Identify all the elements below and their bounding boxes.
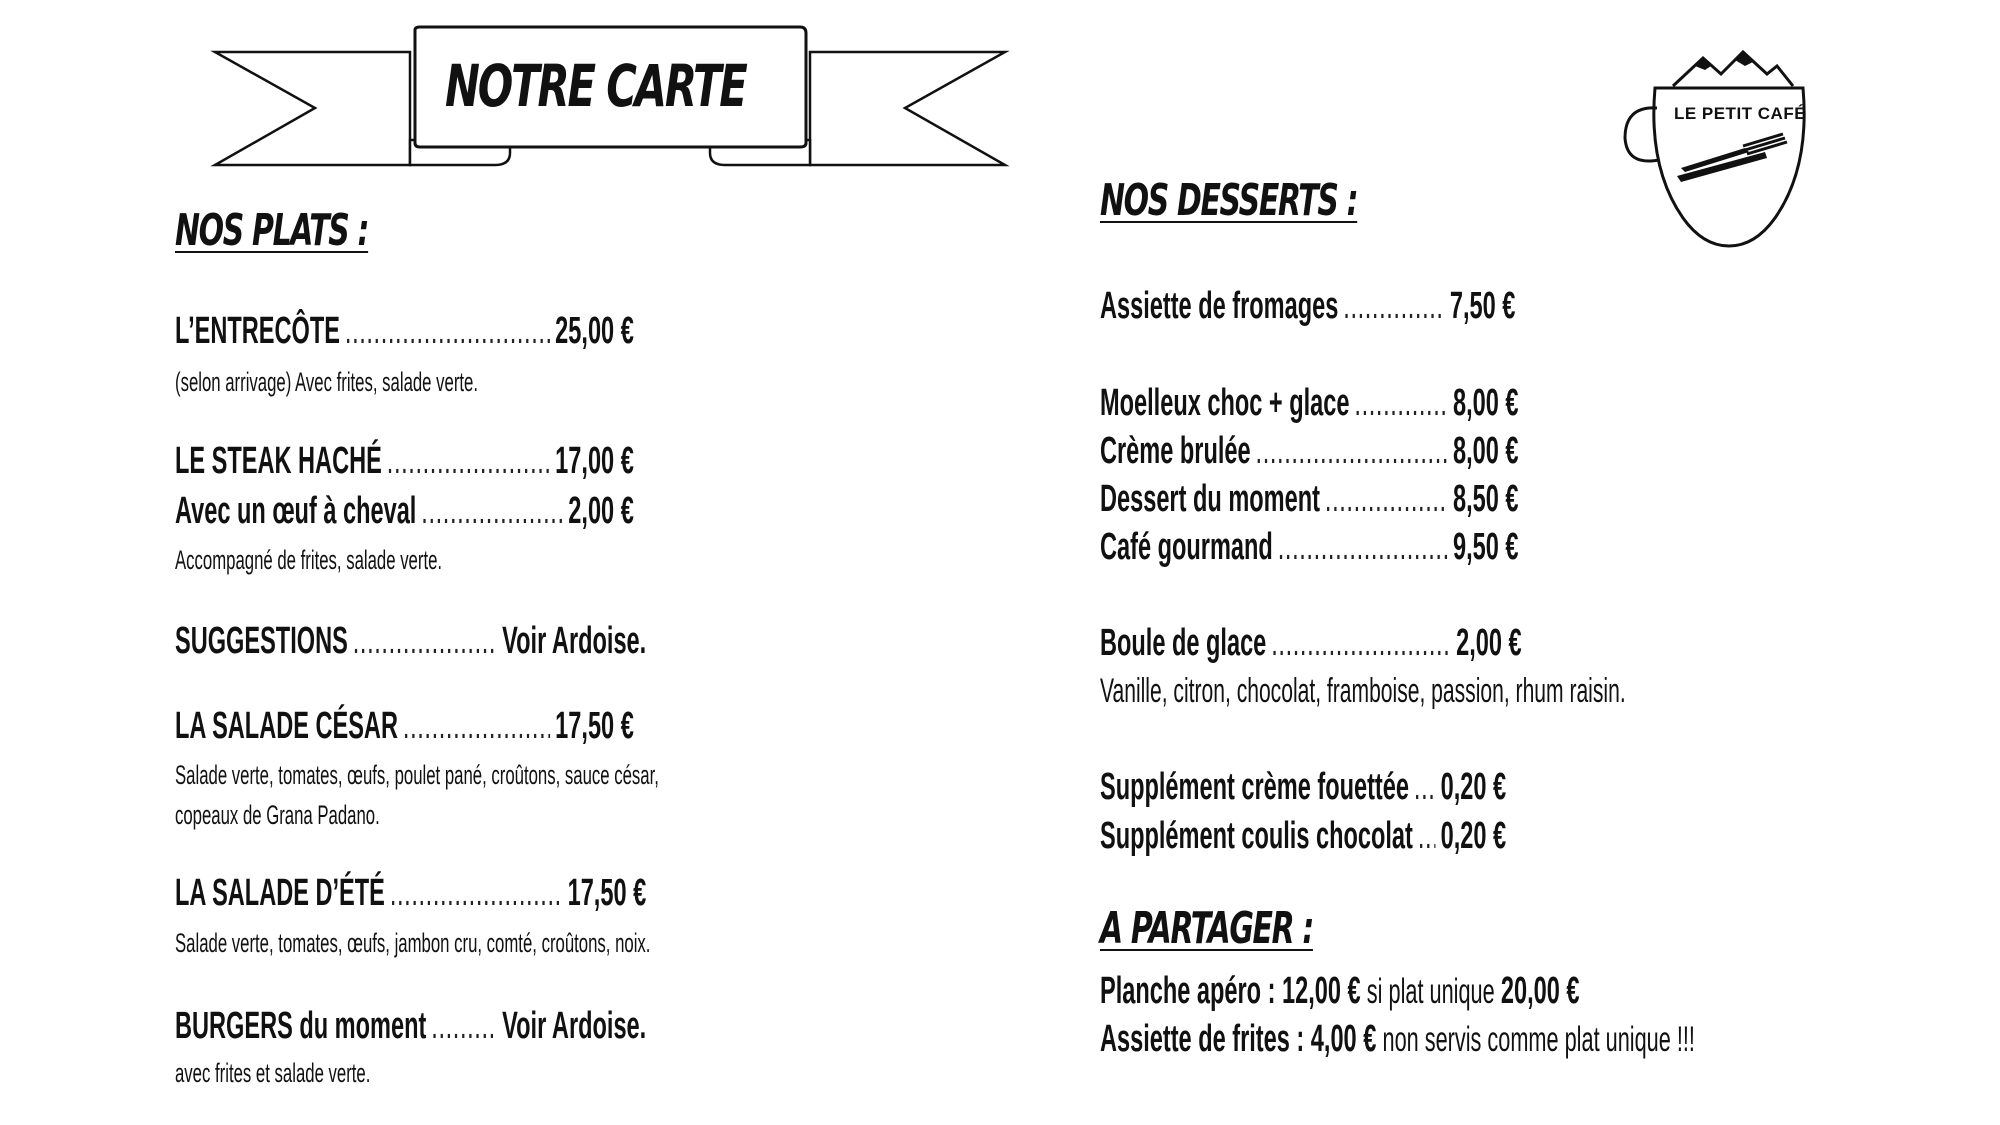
item-price: 17,50 € bbox=[555, 705, 634, 747]
item-price: 2,00 € bbox=[568, 490, 634, 532]
dot-leader bbox=[403, 705, 550, 748]
item-name: Moelleux choc + glace bbox=[1100, 382, 1350, 424]
item-name: Dessert du moment bbox=[1100, 478, 1320, 520]
item-description: Vanille, citron, chocolat, framboise, passion, rhum raisin. bbox=[1100, 672, 1626, 710]
section-title-plats: NOS PLATS : bbox=[175, 205, 369, 256]
menu-item bbox=[175, 440, 634, 483]
banner-title: NOTRE CARTE bbox=[445, 52, 746, 120]
dot-leader bbox=[1418, 815, 1436, 858]
menu-item bbox=[175, 310, 634, 353]
cafe-logo bbox=[1615, 48, 1835, 258]
dot-leader bbox=[431, 1005, 497, 1048]
item-description: Accompagné de frites, salade verte. bbox=[175, 545, 443, 575]
item-name: Supplément crème fouettée bbox=[1100, 766, 1409, 808]
item-price: Voir Ardoise. bbox=[502, 620, 647, 662]
share-label: Planche apéro : 12,00 € bbox=[1100, 970, 1361, 1012]
item-description: Salade verte, tomates, œufs, poulet pané, croûtons, sauce césar, bbox=[175, 760, 659, 790]
menu-item bbox=[1100, 766, 1506, 809]
menu-item bbox=[1100, 815, 1506, 858]
share-line bbox=[1100, 1018, 1695, 1061]
item-description: (selon arrivage) Avec frites, salade verte. bbox=[175, 367, 479, 397]
share-line bbox=[1100, 970, 1580, 1013]
dot-leader bbox=[387, 440, 550, 483]
item-description: copeaux de Grana Padano. bbox=[175, 800, 380, 830]
item-name: L’ENTRECÔTE bbox=[175, 310, 340, 352]
dot-leader bbox=[421, 490, 563, 533]
item-price: 17,50 € bbox=[567, 872, 647, 914]
item-name: BURGERS du moment bbox=[175, 1005, 427, 1047]
item-price: 8,00 € bbox=[1452, 382, 1519, 424]
dot-leader bbox=[1343, 285, 1445, 328]
item-price: 8,50 € bbox=[1452, 478, 1519, 520]
item-name: LE STEAK HACHÉ bbox=[175, 440, 382, 482]
menu-item bbox=[1100, 382, 1519, 425]
logo-text: LE PETIT CAFÉ bbox=[1673, 104, 1807, 123]
menu-item bbox=[1100, 285, 1515, 328]
menu-item bbox=[1100, 526, 1519, 569]
item-price: 2,00 € bbox=[1456, 622, 1522, 664]
dot-leader bbox=[345, 310, 550, 353]
menu-item bbox=[175, 1005, 646, 1048]
item-price: 25,00 € bbox=[555, 310, 634, 352]
item-name: Supplément coulis chocolat bbox=[1100, 815, 1413, 857]
menu-item bbox=[175, 872, 646, 915]
menu-item bbox=[175, 490, 634, 533]
share-label: Assiette de frites : 4,00 € bbox=[1100, 1018, 1377, 1060]
dot-leader bbox=[353, 620, 497, 663]
dot-leader bbox=[1414, 766, 1436, 809]
section-title-partager: A PARTAGER : bbox=[1100, 903, 1313, 954]
item-description: avec frites et salade verte. bbox=[175, 1058, 371, 1088]
menu-item bbox=[175, 620, 646, 663]
item-price: 9,50 € bbox=[1452, 526, 1519, 568]
menu-item bbox=[1100, 478, 1519, 521]
item-name: Crème brulée bbox=[1100, 430, 1251, 472]
item-price: 0,20 € bbox=[1440, 766, 1507, 808]
item-price: Voir Ardoise. bbox=[502, 1005, 647, 1047]
dot-leader bbox=[1278, 526, 1448, 569]
share-note: non servis comme plat unique !!! bbox=[1382, 1020, 1695, 1059]
menu-item bbox=[1100, 622, 1522, 665]
item-name: Café gourmand bbox=[1100, 526, 1273, 568]
dot-leader bbox=[1271, 622, 1451, 665]
share-price: 20,00 € bbox=[1500, 970, 1580, 1012]
item-name: Assiette de fromages bbox=[1100, 285, 1339, 327]
item-price: 0,20 € bbox=[1440, 815, 1507, 857]
dot-leader bbox=[390, 872, 563, 915]
menu-item bbox=[175, 705, 634, 748]
item-name: Boule de glace bbox=[1100, 622, 1267, 664]
item-price: 17,00 € bbox=[555, 440, 634, 482]
item-name: Avec un œuf à cheval bbox=[175, 490, 417, 532]
section-title-desserts: NOS DESSERTS : bbox=[1100, 175, 1358, 226]
item-description: Salade verte, tomates, œufs, jambon cru, comté, croûtons, noix. bbox=[175, 928, 651, 958]
dot-leader bbox=[1256, 430, 1448, 473]
item-name: SUGGESTIONS bbox=[175, 620, 348, 662]
dot-leader bbox=[1354, 382, 1448, 425]
dot-leader bbox=[1325, 478, 1448, 521]
item-price: 7,50 € bbox=[1449, 285, 1516, 327]
item-price: 8,00 € bbox=[1452, 430, 1519, 472]
share-mid: si plat unique bbox=[1366, 972, 1495, 1011]
item-name: LA SALADE CÉSAR bbox=[175, 705, 398, 747]
menu-item bbox=[1100, 430, 1519, 473]
item-name: LA SALADE D’ÉTÉ bbox=[175, 872, 385, 914]
